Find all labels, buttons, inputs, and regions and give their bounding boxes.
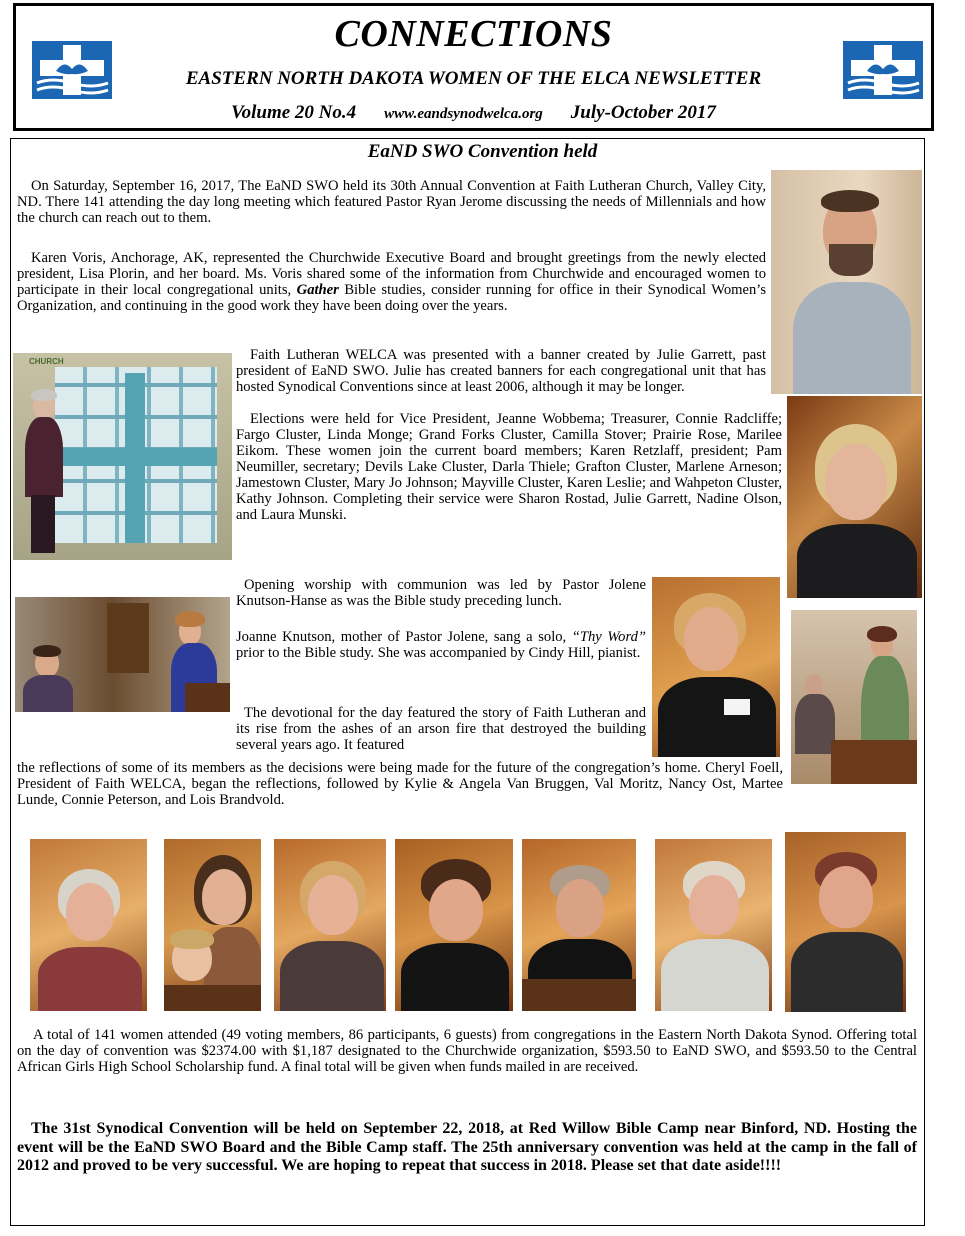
paragraph-text: A total of 141 women attended (49 voting members, 86 participants, 6 guests) from congregations in the Eastern North Dakota Synod. Offering total on the day of convention was $2374.00 with $1,187 designated to the Churchwide organization, $593.50 to EaND SWO, and $593.50 to the Central African Girls High School Scholarship fund. A final total will be given when funds mailed in are received. [17,1027,917,1075]
paragraph-text: the reflections of some of its members as the decisions were being made for the future of the congregation’s home. Cheryl Foell, President of Faith WELCA, began the reflections, followed by Kylie & Angela Van Bruggen, Val Moritz, Nancy Ost, Martee Lunde, Connie Peterson, and Lois Brandvold. [17,760,783,808]
paragraph-text: Elections were held for Vice President, Jeanne Wobbema; Treasurer, Connie Radcliffe; Fargo Cluster, Linda Monge; Grand Forks Cluster, Camilla Stover; Prairie Rose, Marilee Eikom. These women join the current board members; Karen Retzlaff, president; Pam Neumiller, secretary; Devils Lake Cluster, Darla Thiele; Grafton Cluster, Marlene Arneson; Jamestown Cluster, Mary Jo Johnson; Mayville Cluster, Karen Leslie; and Wahpeton Cluster, Kathy Johnson. Completing their service were Sharon Rostad, Julie Garrett, Nadine Olson, and Laura Munski. [236,411,782,523]
paragraph-karen-voris [17,250,766,314]
banner-sign-text: CHURCH [29,357,64,366]
paragraph-text: On Saturday, September 16, 2017, The EaND SWO held its 30th Annual Convention at Faith Lutheran Church, Valley City, ND. There 141 attending the day long meeting which featured Pastor Ryan Jerome discussing the needs of Millennials and how the church can reach out to them. [17,178,766,226]
masthead [13,3,934,131]
photo-speaker-1 [30,839,147,1011]
paragraph-text: Bible studies, consider running for office in their Synodical Women’s Organization, and continuing in the good work they have been doing over the years. [17,282,766,314]
paragraph-text: The devotional for the day featured the story of Faith Lutheran and its rise from the ashes of an arson fire that destroyed the building several years ago. It featured [236,705,646,753]
paragraph-text: The 31st Synodical Convention will be held on September 22, 2018, at Red Willow Bible Camp near Binford, ND. Hosting the event will be the EaND SWO Board and the Bible Camp staff. The 25th anniversary convention was held at the camp in the fall of 2012 and proved to be very successful. We are hoping to repeat that success in 2018. Please set that date aside!!!! [17,1120,917,1174]
photo-speaker-7 [785,832,906,1012]
paragraph-devotional-top [236,705,646,753]
photo-speaker-6 [655,839,772,1011]
paragraph-next-convention [17,1120,917,1176]
photo-speaker-3 [274,839,386,1011]
paragraph-attendance-offering [17,1027,917,1075]
paragraph-text: Opening worship with communion was led by Pastor Jolene Knutson-Hanse as was the Bible study preceding lunch. [236,577,646,609]
photo-faith-lutheran-banner [13,353,232,560]
newsletter-title: CONNECTIONS [334,13,613,55]
website-link[interactable]: www.eandsynodwelca.org [384,106,543,122]
gather-emphasis: Gather [296,282,339,298]
paragraph-opening-worship [236,577,646,609]
photo-pastor-ryan-jerome [771,170,922,394]
article-headline: EaND SWO Convention held [367,141,598,162]
paragraph-solo [236,629,646,661]
volume-line [16,102,931,124]
paragraph-convention-intro [17,178,766,226]
photo-speaker-2 [164,839,261,1011]
paragraph-banner [236,347,766,395]
photo-pastor-and-soloist [15,597,230,712]
elca-cross-logo-icon [843,41,923,99]
paragraph-elections [236,411,782,523]
newsletter-subtitle: EASTERN NORTH DAKOTA WOMEN OF THE ELCA NEWSLETTER [185,68,762,89]
paragraph-text: Faith Lutheran WELCA was presented with a banner created by Julie Garrett, past president of EaND SWO. Julie has created banners for each congregational unit that has hosted Synodical Conventions since at least 2006, although it may be longer. [236,347,766,395]
paragraph-text: Karen Voris, Anchorage, AK, represented the Churchwide Executive Board and brought greetings from the newly elected president, Lisa Plorin, and her board. Ms. Voris shared some of the information from Churchwide and encouraged women to participate in their local congregational units, [17,250,766,298]
photo-pastor-jolene [652,577,780,757]
volume-number: Volume 20 No.4 [231,102,357,123]
song-title: “Thy Word” [571,629,646,645]
paragraph-text: prior to the Bible study. She was accompanied by Cindy Hill, pianist. [236,645,641,661]
paragraph-devotional-bottom [17,760,783,808]
issue-date: July-October 2017 [570,102,716,123]
photo-speaker-5 [522,839,636,1011]
photo-woman-gray-hair [787,396,922,598]
paragraph-text: Joanne Knutson, mother of Pastor Jolene, sang a solo, [236,629,567,645]
photo-communion-line [791,610,917,784]
photo-speaker-4 [395,839,513,1011]
